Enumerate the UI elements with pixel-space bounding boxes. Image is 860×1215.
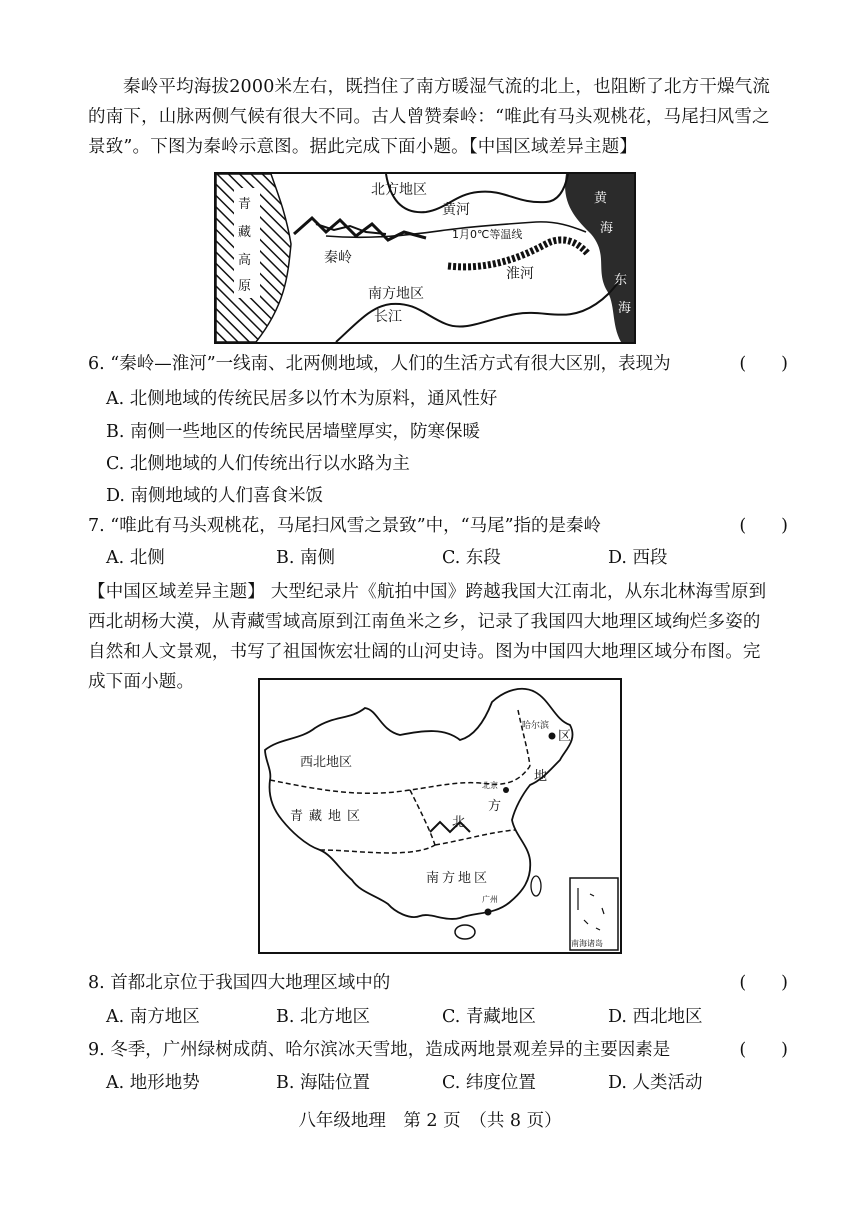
label-nanhai: 南海诸岛: [571, 939, 603, 948]
question-8-stem: 8. 首都北京位于我国四大地理区域中的: [88, 973, 391, 993]
question-8-paren: ( ): [739, 973, 788, 993]
label-north-char-3: 方: [488, 799, 502, 814]
label-yellow-river: 黄河: [442, 202, 470, 218]
q7-option-d: D. 西段: [608, 548, 668, 568]
question-9-paren: ( ): [739, 1040, 788, 1060]
label-plateau-1: 青: [238, 197, 252, 212]
question-8: [88, 970, 788, 996]
intro-paragraph-1: 秦岭平均海拔2000米左右，既挡住了南方暖湿气流的北上，也阻断了北方干燥气流的南下，山脉两侧气候有很大不同。古人曾赞秦岭：“唯此有马头观桃花，马尾扫风雪之景致”。下图为秦岭示意图。据此完成下面小题。【中国区域差异主题】: [88, 77, 771, 157]
label-huaihe: 淮河: [506, 266, 534, 282]
question-6-stem: 6. “秦岭—淮河”一线南、北两侧地域，人们的生活方式有很大区别，表现为: [88, 354, 671, 374]
label-qingzang: 青藏地区: [290, 809, 367, 824]
qinling-map: [214, 172, 636, 344]
label-northwest: 西北地区: [300, 755, 353, 770]
label-south-region: 南方地区: [368, 286, 424, 302]
taiwan-island: [531, 876, 541, 896]
label-yellow-sea-1: 黄: [594, 191, 608, 206]
china-regions-graphic: [260, 680, 620, 952]
label-plateau-3: 高: [238, 253, 252, 268]
qinling-map-graphic: [216, 174, 634, 342]
label-north-char-4: 北: [452, 815, 466, 830]
q6-option-c: C. 北侧地域的人们传统出行以水路为主: [106, 454, 410, 474]
yangtze-line: [336, 274, 626, 342]
q8-option-b: B. 北方地区: [276, 1007, 370, 1027]
label-yellow-sea-2: 海: [600, 221, 614, 236]
intro-paragraph-2: 【中国区域差异主题】 大型纪录片《航拍中国》跨越我国大江南北，从东北林海雪原到西北胡杨大漠，从青藏雪域高原到江南鱼米之乡，记录了我国四大地理区域绚烂多姿的自然和人文景观，书写了祖国恢宏壮阔的山河史诗。图为中国四大地理区域分布图。完成下面小题。: [88, 582, 767, 692]
label-north-char-1: 区: [558, 729, 572, 744]
beijing-marker: [503, 787, 509, 793]
question-9: [88, 1037, 788, 1063]
label-isotherm: 1月0℃等温线: [452, 228, 523, 241]
question-6: [88, 351, 788, 377]
huaihe-line: [448, 240, 588, 267]
label-guangzhou: 广州: [482, 895, 498, 904]
question-6-paren: ( ): [739, 354, 788, 374]
label-east-sea-2: 海: [618, 301, 632, 316]
guangzhou-marker: [485, 909, 492, 916]
label-harbin: 哈尔滨: [522, 721, 550, 731]
label-plateau-4: 原: [238, 279, 252, 294]
q6-option-b: B. 南侧一些地区的传统民居墙壁厚实，防寒保暖: [106, 422, 480, 442]
question-7-paren: ( ): [739, 516, 788, 536]
q7-option-c: C. 东段: [442, 548, 501, 568]
question-7: [88, 513, 788, 539]
q6-option-a: A. 北侧地域的传统民居多以竹木为原料，通风性好: [106, 389, 498, 409]
china-regions-map: [258, 678, 622, 954]
label-yangtze: 长江: [374, 309, 402, 325]
label-plateau-2: 藏: [238, 225, 252, 240]
harbin-marker: [549, 733, 556, 740]
label-north-char-2: 地: [534, 769, 548, 784]
q7-option-b: B. 南侧: [276, 548, 335, 568]
page-footer: 八年级地理 第 2 页 （共 8 页）: [298, 1111, 562, 1131]
label-beijing: 北京: [482, 781, 498, 790]
q9-option-c: C. 纬度位置: [442, 1073, 536, 1093]
label-north-region: 北方地区: [371, 182, 427, 198]
q9-option-a: A. 地形地势: [106, 1073, 200, 1093]
question-9-stem: 9. 冬季，广州绿树成荫、哈尔滨冰天雪地，造成两地景观差异的主要因素是: [88, 1040, 671, 1060]
q9-option-b: B. 海陆位置: [276, 1073, 370, 1093]
label-qinling: 秦岭: [324, 250, 352, 266]
q7-option-a: A. 北侧: [106, 548, 165, 568]
question-7-stem: 7. “唯此有马头观桃花，马尾扫风雪之景致”中，“马尾”指的是秦岭: [88, 516, 602, 536]
q9-option-d: D. 人类活动: [608, 1073, 703, 1093]
q8-option-a: A. 南方地区: [106, 1007, 200, 1027]
label-east-sea-1: 东: [614, 273, 628, 288]
hainan-island: [455, 925, 475, 939]
q8-option-c: C. 青藏地区: [442, 1007, 536, 1027]
q8-option-d: D. 西北地区: [608, 1007, 703, 1027]
q6-option-d: D. 南侧地域的人们喜食米饭: [106, 486, 324, 506]
label-south: 南方地区: [426, 871, 491, 886]
